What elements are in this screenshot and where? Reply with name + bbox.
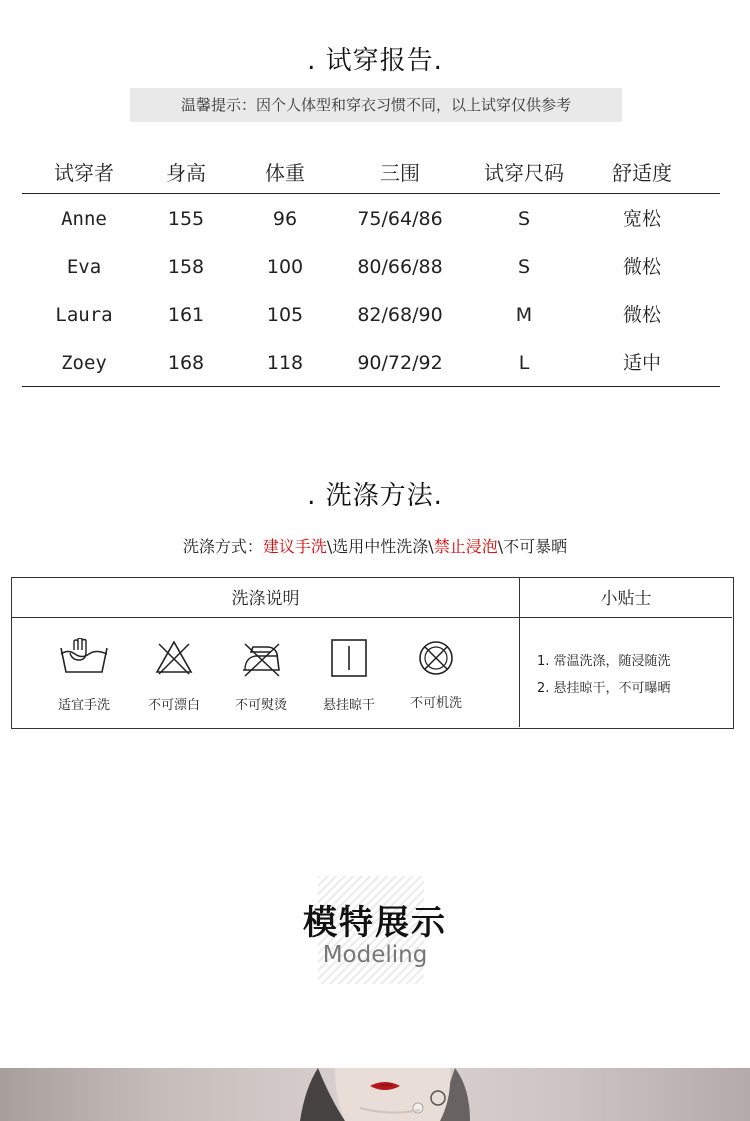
washing-method-mid: \选用中性洗涤\ [326, 537, 434, 556]
washing-recommend: 建议手洗 [262, 537, 327, 556]
cell-size: M [515, 304, 533, 326]
fit-table [22, 145, 720, 387]
cell-name: Eva [66, 256, 102, 278]
cell-size: S [517, 256, 531, 278]
washing-prohibit: 禁止浸泡 [433, 537, 498, 556]
table-row [22, 338, 720, 387]
cell-measurements: 90/72/92 [357, 352, 443, 374]
cell-fit: 适中 [622, 352, 661, 374]
hang-dry-icon [317, 638, 381, 678]
cell-height: 155 [167, 208, 205, 230]
modeling-subtitle: Modeling [322, 942, 428, 968]
cell-height: 168 [167, 352, 205, 374]
washing-method-line [0, 534, 750, 557]
no-bleach-icon [142, 638, 206, 678]
washing-instructions-header: 洗涤说明 [231, 589, 300, 609]
washing-title: . 洗涤方法. [307, 481, 443, 511]
table-row [22, 194, 720, 242]
cell-fit: 宽松 [622, 208, 661, 230]
hand-wash-icon [52, 638, 116, 678]
cell-fit: 微松 [622, 256, 661, 278]
cell-name: Laura [55, 304, 113, 326]
tips-list [537, 648, 671, 702]
tip-item: 1. 常温洗涤，随浸随洗 [537, 654, 671, 669]
table-row [22, 290, 720, 338]
washing-table [11, 577, 734, 729]
no-iron-icon [229, 638, 293, 678]
icon-label: 不可机洗 [409, 696, 462, 711]
washing-method-suffix: \不可暴晒 [497, 537, 568, 556]
cell-weight: 96 [272, 208, 298, 230]
model-photo [0, 1068, 750, 1121]
fit-report-title: . 试穿报告. [307, 46, 443, 76]
cell-height: 161 [167, 304, 205, 326]
header-cell: 试穿尺码 [484, 161, 564, 185]
fit-tip: 温馨提示：因个人体型和穿衣习惯不同，以上试穿仅供参考 [130, 88, 622, 122]
cell-weight: 118 [266, 352, 304, 374]
modeling-title: 模特展示 [303, 903, 447, 943]
cell-measurements: 75/64/86 [357, 208, 443, 230]
icon-label: 不可漂白 [147, 698, 200, 713]
cell-weight: 100 [266, 256, 304, 278]
cell-height: 158 [167, 256, 205, 278]
table-row [22, 242, 720, 290]
header-cell: 身高 [166, 161, 206, 185]
washing-method-prefix: 洗涤方式： [182, 537, 263, 556]
header-cell: 体重 [265, 161, 305, 185]
icon-label: 悬挂晾干 [322, 698, 375, 713]
icon-label: 不可熨烫 [234, 698, 287, 713]
cell-measurements: 82/68/90 [357, 304, 443, 326]
tips-header: 小贴士 [600, 589, 652, 609]
cell-weight: 105 [266, 304, 304, 326]
cell-name: Anne [61, 208, 107, 230]
cell-measurements: 80/66/88 [357, 256, 443, 278]
tip-item: 2. 悬挂晾干，不可曝晒 [537, 681, 671, 696]
header-cell: 三围 [380, 161, 420, 185]
header-cell: 试穿者 [54, 161, 114, 185]
cell-size: L [518, 352, 530, 374]
table-divider [12, 617, 732, 618]
no-machine-wash-icon [404, 638, 468, 678]
fit-table-header [22, 145, 720, 194]
cell-name: Zoey [61, 352, 107, 374]
cell-fit: 微松 [622, 304, 661, 326]
cell-size: S [517, 208, 531, 230]
icon-label: 适宜手洗 [57, 698, 110, 713]
header-cell: 舒适度 [612, 161, 672, 185]
